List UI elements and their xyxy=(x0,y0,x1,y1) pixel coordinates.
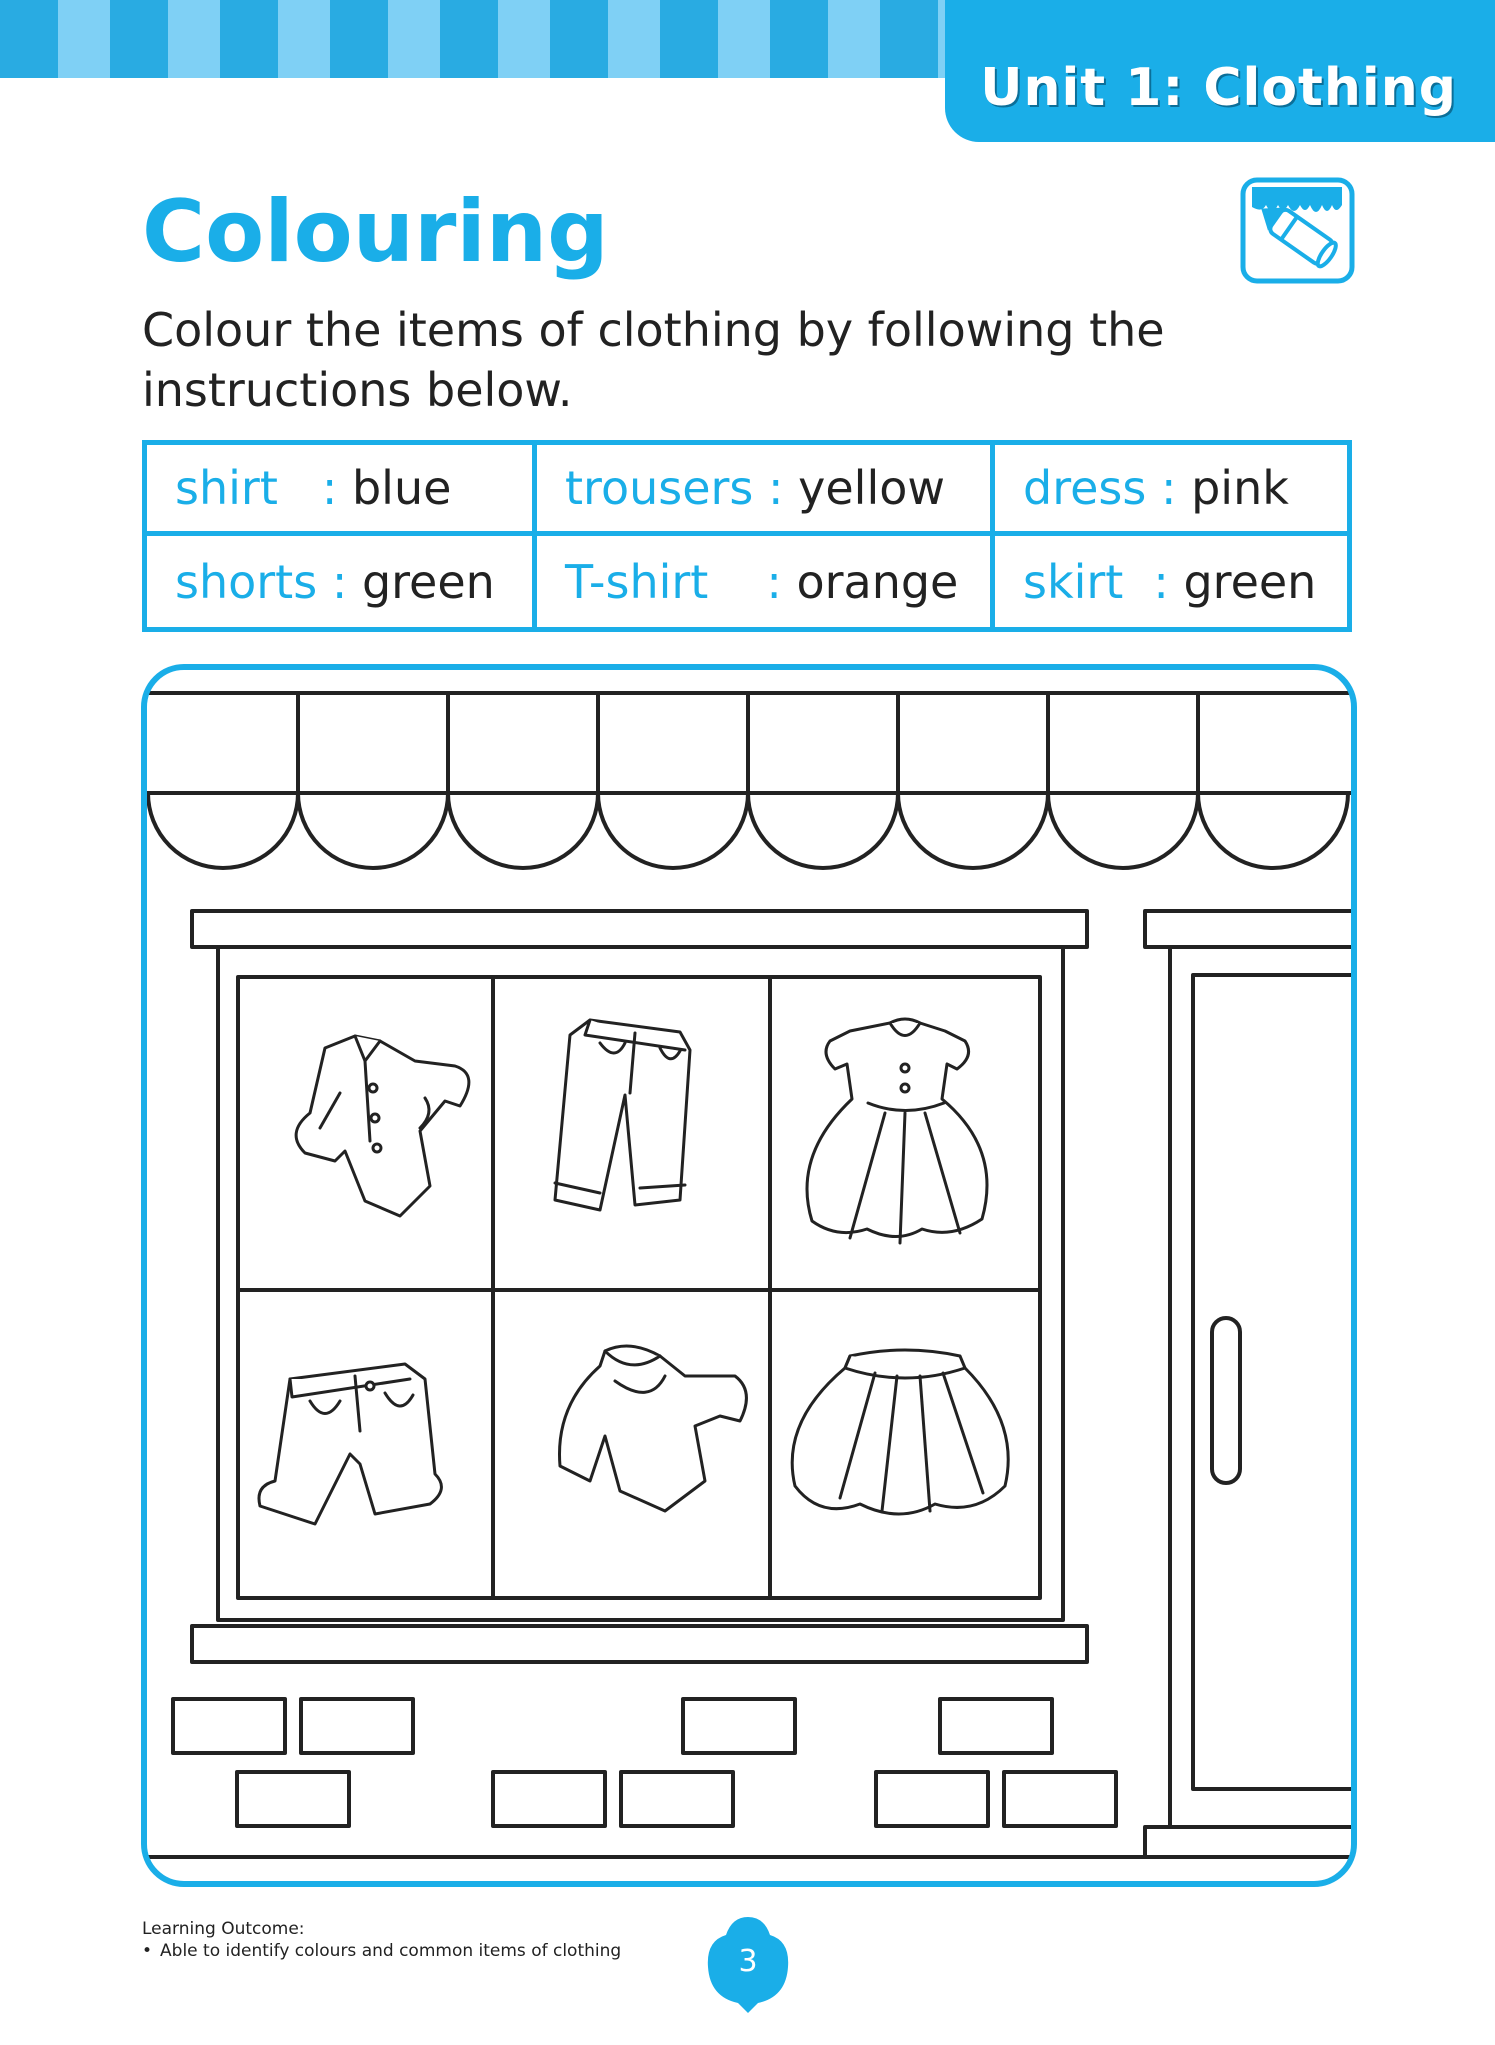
colour-key-table xyxy=(142,440,1352,632)
key-item-label: trousers xyxy=(565,461,754,515)
key-cell-shirt xyxy=(147,445,537,536)
crayon-icon xyxy=(1240,177,1355,284)
key-item-label: dress xyxy=(1023,461,1147,515)
key-item-label: skirt xyxy=(1023,554,1124,609)
key-colour-label: blue xyxy=(351,461,452,515)
shorts-icon xyxy=(259,1364,441,1524)
unit-title: Unit 1: Clothing xyxy=(980,58,1457,118)
instructions-text: Colour the items of clothing by following the instructions below. xyxy=(142,303,1165,417)
key-colour-label: orange xyxy=(796,554,959,609)
key-separator: : xyxy=(331,554,348,609)
key-cell-t-shirt xyxy=(537,536,995,627)
key-item-label: shorts xyxy=(175,554,318,609)
key-separator: : xyxy=(1160,461,1177,515)
shop-door xyxy=(1145,911,1358,1857)
header-stripe-band xyxy=(0,0,950,78)
key-cell-shorts xyxy=(147,536,537,627)
key-separator: : xyxy=(768,461,784,515)
dress-icon xyxy=(807,1019,987,1243)
learning-outcome xyxy=(142,1918,621,1962)
skirt-icon xyxy=(792,1350,1008,1514)
trousers-icon xyxy=(555,1020,690,1210)
learning-outcome-text: Able to identify colours and common items of clothing xyxy=(160,1941,622,1961)
key-cell-skirt xyxy=(995,536,1347,627)
key-cell-dress xyxy=(995,445,1347,536)
key-colour-label: pink xyxy=(1191,461,1289,515)
learning-outcome-item xyxy=(142,1940,621,1962)
key-colour-label: green xyxy=(361,554,495,609)
key-item-label: T-shirt xyxy=(565,554,709,609)
page-title: Colouring xyxy=(142,182,609,282)
shirt-icon xyxy=(296,1036,469,1216)
awning xyxy=(140,693,1358,868)
t-shirt-icon xyxy=(560,1346,747,1511)
shop-window xyxy=(192,911,1087,1662)
key-item-label: shirt xyxy=(175,461,278,515)
key-separator: : xyxy=(766,554,782,609)
wall-bricks xyxy=(173,1699,1116,1826)
key-separator: : xyxy=(1153,554,1169,609)
key-separator: : xyxy=(321,461,338,515)
unit-tab xyxy=(945,0,1495,142)
bullet-glyph: • xyxy=(142,1941,153,1961)
key-colour-label: green xyxy=(1183,554,1317,609)
key-cell-trousers xyxy=(537,445,995,536)
learning-outcome-heading: Learning Outcome: xyxy=(142,1919,305,1939)
shop-front-illustration xyxy=(140,663,1358,1888)
key-colour-label: yellow xyxy=(798,461,945,515)
page-number: 3 xyxy=(738,1944,758,1979)
